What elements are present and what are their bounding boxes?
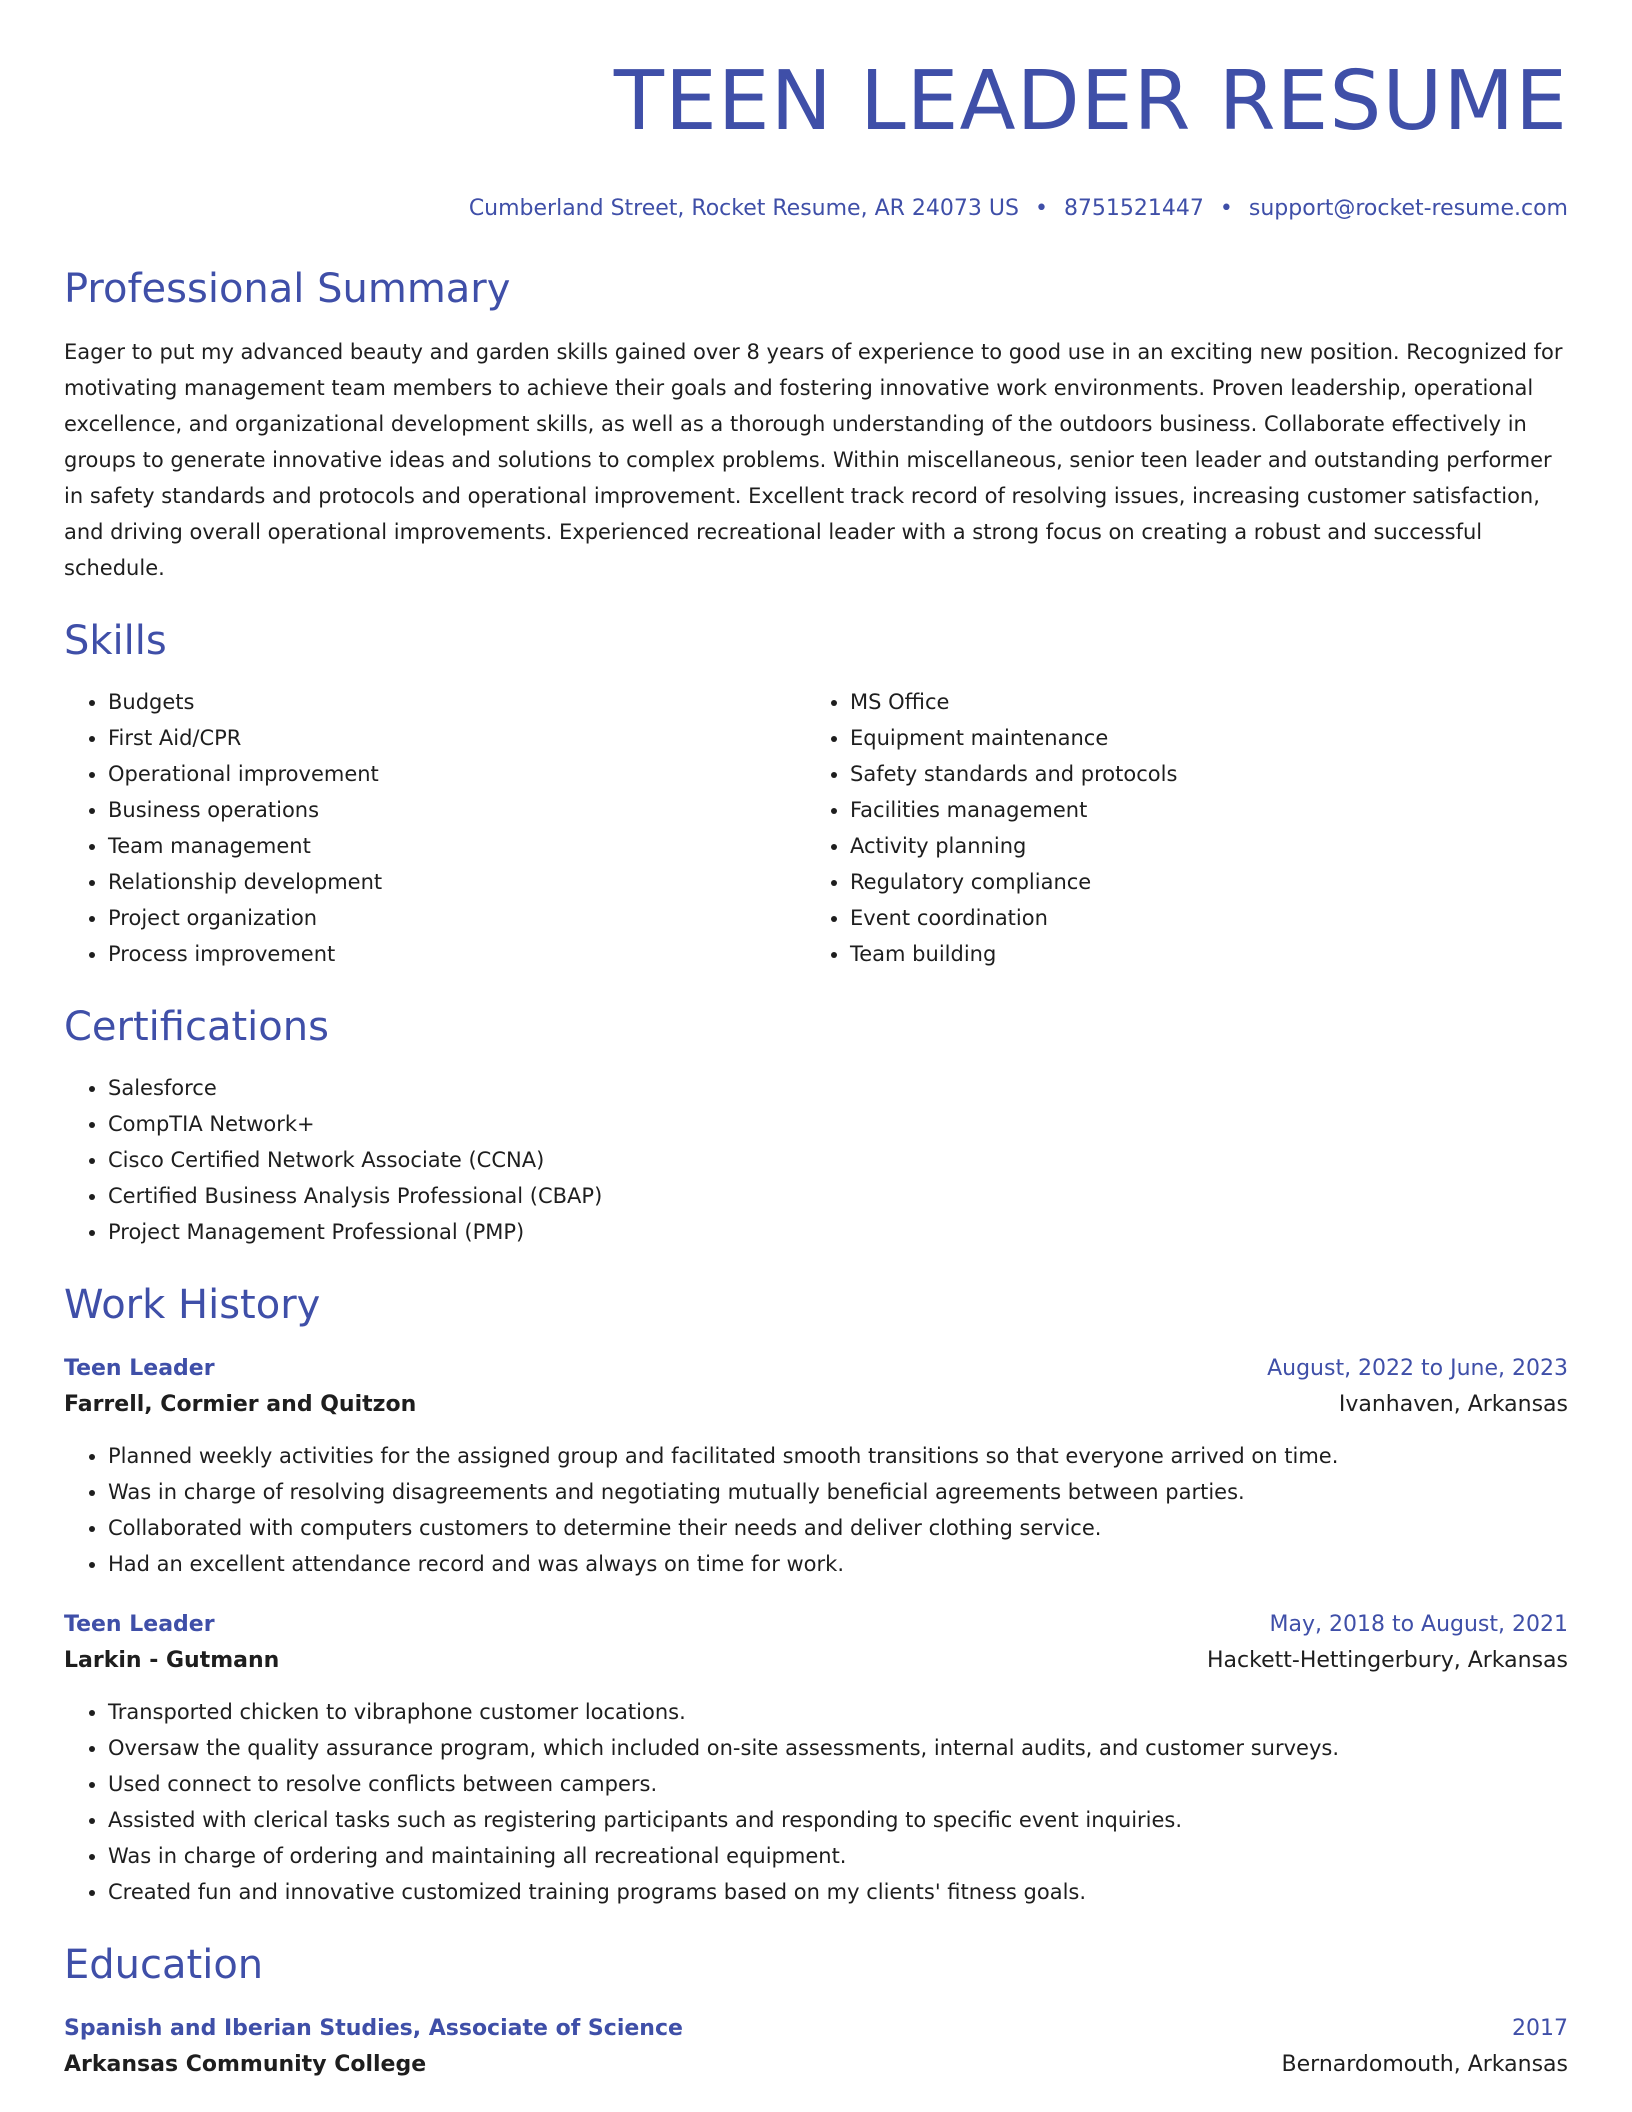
skill-item: • Regulatory compliance — [850, 864, 1548, 900]
duty-item: • Used connect to resolve conflicts between campers. — [108, 1766, 1568, 1802]
duty-item: • Oversaw the quality assurance program, which included on-site assessments, internal audits, and customer surveys. — [108, 1730, 1568, 1766]
duty-item: • Had an excellent attendance record and was always on time for work. — [108, 1546, 1568, 1582]
certification-item: • Cisco Certified Network Associate (CCNA) — [108, 1142, 1568, 1178]
job-title: Teen Leader — [64, 1356, 215, 1381]
job-location: Hackett-Hettingerbury, Arkansas — [1207, 1648, 1568, 1673]
skill-item: • Project organization — [108, 900, 806, 936]
skill-item: • Business operations — [108, 792, 806, 828]
certification-item: • Certified Business Analysis Professional (CBAP) — [108, 1178, 1568, 1214]
separator: • — [1219, 196, 1233, 221]
skill-item: • Team management — [108, 828, 806, 864]
duty-item: • Created fun and innovative customized training programs based on my clients' fitness goals. — [108, 1874, 1568, 1910]
skill-item: • Team building — [850, 936, 1548, 972]
separator: • — [1034, 196, 1048, 221]
resume-title: TEEN LEADER RESUME — [613, 54, 1568, 149]
email-link[interactable]: support@rocket-resume.com — [1248, 196, 1568, 221]
skill-item: • Relationship development — [108, 864, 806, 900]
job-title: Teen Leader — [64, 1612, 215, 1637]
skills-column-right — [806, 684, 1548, 972]
skill-item: • Equipment maintenance — [850, 720, 1548, 756]
certification-item: • CompTIA Network+ — [108, 1106, 1568, 1142]
skills-column-left — [64, 684, 806, 972]
certification-item: • Salesforce — [108, 1070, 1568, 1106]
skill-item: • Activity planning — [850, 828, 1548, 864]
skill-item: • Facilities management — [850, 792, 1548, 828]
skill-item: • Event coordination — [850, 900, 1548, 936]
address: Cumberland Street, Rocket Resume, AR 24073 US — [468, 196, 1019, 221]
job-duties — [64, 1694, 1568, 1910]
company-name: Farrell, Cormier and Quitzon — [64, 1392, 417, 1417]
duty-item: • Collaborated with computers customers to determine their needs and deliver clothing service. — [108, 1510, 1568, 1546]
education-entry — [64, 2012, 1568, 2084]
company-name: Larkin - Gutmann — [64, 1648, 280, 1673]
skills-list — [64, 684, 1568, 972]
school-name: Arkansas Community College — [64, 2052, 427, 2077]
section-title-summary: Professional Summary — [64, 266, 511, 312]
job-duties — [64, 1438, 1568, 1582]
job-entry — [64, 1352, 1568, 1582]
job-dates: May, 2018 to August, 2021 — [1269, 1612, 1568, 1637]
duty-item: • Planned weekly activities for the assigned group and facilitated smooth transitions so that everyone arrived on time. — [108, 1438, 1568, 1474]
job-location: Ivanhaven, Arkansas — [1338, 1392, 1568, 1417]
skill-item: • Process improvement — [108, 936, 806, 972]
job-dates: August, 2022 to June, 2023 — [1267, 1356, 1568, 1381]
duty-item: • Was in charge of ordering and maintaining all recreational equipment. — [108, 1838, 1568, 1874]
section-title-certifications: Certifications — [64, 1004, 329, 1050]
skill-item: • First Aid/CPR — [108, 720, 806, 756]
skill-item: • Budgets — [108, 684, 806, 720]
summary-text: Eager to put my advanced beauty and garden skills gained over 8 years of experience to good use in an exciting new position. Recognized for motivating management team members to achieve their goals and fostering innovative work environments. Proven leadership, operational excellence, and organizational development skills, as well as a thorough understanding of the outdoors business. Collaborate effectively in groups to generate innovative ideas and solutions to complex problems. Within miscellaneous, senior teen leader and outstanding performer in safety standards and protocols and operational improvement. Excellent track record of resolving issues, increasing customer satisfaction, and driving overall operational improvements. Experienced recreational leader with a strong focus on creating a robust and successful schedule. — [64, 340, 1563, 580]
section-title-skills: Skills — [64, 618, 167, 664]
job-entry — [64, 1608, 1568, 1910]
degree: Spanish and Iberian Studies, Associate of Science — [64, 2016, 683, 2041]
graduation-year: 2017 — [1512, 2016, 1568, 2041]
skill-item: • MS Office — [850, 684, 1548, 720]
certifications-list — [64, 1070, 1568, 1250]
phone: 8751521447 — [1063, 196, 1204, 221]
duty-item: • Assisted with clerical tasks such as registering participants and responding to specific event inquiries. — [108, 1802, 1568, 1838]
school-location: Bernardomouth, Arkansas — [1281, 2052, 1568, 2077]
certification-item: • Project Management Professional (PMP) — [108, 1214, 1568, 1250]
skill-item: • Safety standards and protocols — [850, 756, 1548, 792]
section-title-education: Education — [64, 1942, 264, 1988]
section-title-work-history: Work History — [64, 1282, 321, 1328]
duty-item: • Was in charge of resolving disagreements and negotiating mutually beneficial agreements between parties. — [108, 1474, 1568, 1510]
skill-item: • Operational improvement — [108, 756, 806, 792]
duty-item: • Transported chicken to vibraphone customer locations. — [108, 1694, 1568, 1730]
contact-line — [64, 194, 1568, 224]
